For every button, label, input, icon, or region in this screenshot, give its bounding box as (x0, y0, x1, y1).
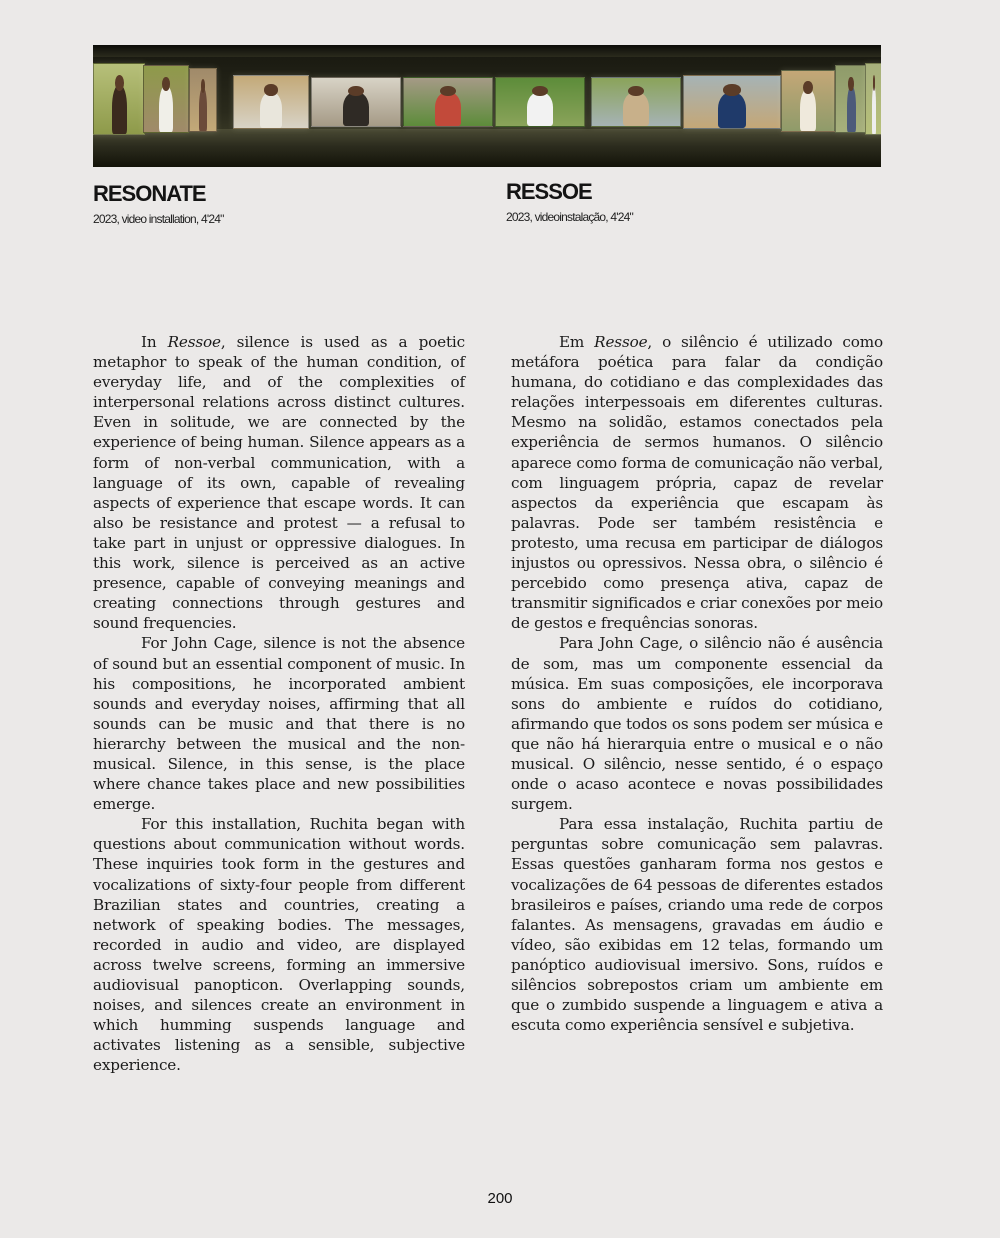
person-head (532, 86, 548, 97)
photo-ceiling (93, 45, 881, 57)
english-p1-title: Ressoe (167, 333, 221, 351)
video-screen (311, 77, 401, 127)
photo-floor (93, 129, 881, 167)
person-head (848, 77, 853, 92)
video-screen (93, 63, 145, 135)
portuguese-p1-rest: , o silêncio é utilizado como metáfora poética para falar da condição humana, do cotidiano e das complexidades das relações interpessoais em diferentes culturas. Mesmo na solidão, estamos conectados pela experiência de sermos humanos. O silêncio aparece como forma de comunicação não verbal, com linguagem própria, capaz de revelar aspectos da experiência que escapam às palavras. Pode ser também resistência e protesto, uma recusa em participar de diálogos injustos ou opressivos. Nessa obra, o silêncio é percebido como presença ativa, capaz de transmitir significados e criar conexões por meio de gestos e frequências sonoras. (511, 333, 883, 633)
portuguese-p1-start: Em (559, 333, 595, 351)
video-screen (495, 77, 585, 127)
person-figure (847, 86, 856, 132)
subtitle-portuguese: 2023, videoinstalação, 4'24" (506, 210, 633, 224)
video-screen (835, 65, 867, 133)
subtitle-english: 2023, video installation, 4'24" (93, 212, 224, 226)
video-screen (143, 65, 189, 133)
video-screen (683, 75, 781, 129)
portuguese-paragraph-3: Para essa instalação, Ruchita partiu de perguntas sobre comunicação sem palavras. Essas questões ganharam forma nos gestos e vocalizações de 64 pessoas de diferentes estados brasileiros e países, criando uma rede de corpos falantes. As mensagens, gravadas em áudio e vídeo, são exibidas em 12 telas, formando um panóptico audiovisual imersivo. Sons, ruídos e silêncios sobrepostos criam um ambiente em que o zumbido suspende a linguagem e ativa a escuta como experiência sensível e subjetiva. (511, 815, 883, 1035)
person-head (115, 75, 124, 90)
person-figure (527, 92, 553, 126)
video-screen (403, 77, 493, 127)
english-p1-rest: , silence is used as a poetic metaphor to speak of the human condition, of everyday life, and of the complexities of interpersonal relations across distinct cultures. Even in solitude, we are connected by the experience of being human. Silence appears as a form of non-verbal communication, with a language of its own, capable of revealing aspects of experience that escape words. It can also be resistance and protest — a refusal to take part in unjust or oppressive dialogues. In this work, silence is perceived as an active presence, capable of conveying meanings and creating connections through gestures and sound frequencies. (93, 333, 465, 633)
video-screen (591, 77, 681, 127)
person-figure (800, 89, 816, 131)
person-head (162, 77, 170, 92)
english-paragraph-3: For this installation, Ruchita began with questions about communication without words. These inquiries took form in the gestures and vocalizations of sixty-four people from different Brazilian states and countries, creating a network of speaking bodies. The messages, recorded in audio and video, are displayed across twelve screens, forming an immersive audiovisual panopticon. Overlapping sounds, noises, and silences create an environment in which humming suspends language and activates listening as a sensible, subjective experience. (93, 815, 465, 1075)
person-head (628, 86, 644, 97)
person-figure (159, 86, 172, 132)
person-figure (718, 92, 747, 128)
portuguese-paragraph-1 (511, 332, 883, 633)
person-figure (112, 85, 127, 134)
person-head (723, 84, 740, 95)
page-number: 200 (487, 1190, 513, 1207)
person-head (803, 81, 812, 94)
english-paragraph-1 (93, 332, 465, 633)
installation-photo (93, 45, 881, 167)
english-p1-start: In (141, 333, 168, 351)
video-screen (189, 68, 217, 132)
person-head (201, 79, 206, 93)
person-head (348, 86, 364, 97)
english-paragraph-2: For John Cage, silence is not the absence of sound but an essential component of music. In his compositions, he incorporated ambient sounds and everyday noises, affirming that all sounds can be music and that there is no hierarchy between the musical and the non-musical. Silence, in this sense, is the place where chance takes place and new possibilities emerge. (93, 634, 465, 814)
person-figure (623, 92, 649, 126)
person-figure (343, 92, 369, 126)
english-text-column (93, 332, 465, 1075)
person-figure (872, 85, 877, 134)
person-head (264, 84, 277, 95)
title-portuguese: RESSOE (506, 179, 592, 204)
video-screen (233, 75, 309, 129)
video-screen (865, 63, 881, 135)
video-screen (781, 70, 835, 132)
person-figure (199, 88, 207, 131)
title-english: RESONATE (93, 181, 206, 206)
person-figure (435, 92, 461, 126)
portuguese-paragraph-2: Para John Cage, o silêncio não é ausência de som, mas um componente essencial da música. Em suas composições, ele incorporava sons do ambiente e ruídos do cotidiano, afirmando que todos os sons podem ser música e que não há hierarquia entre o musical e o não musical. O silêncio, nesse sentido, é o espaço onde o acaso acontece e novas possibilidades surgem. (511, 634, 883, 814)
person-head (440, 86, 456, 97)
person-figure (260, 92, 282, 128)
portuguese-text-column (511, 332, 883, 1035)
portuguese-p1-title: Ressoe (594, 333, 648, 351)
